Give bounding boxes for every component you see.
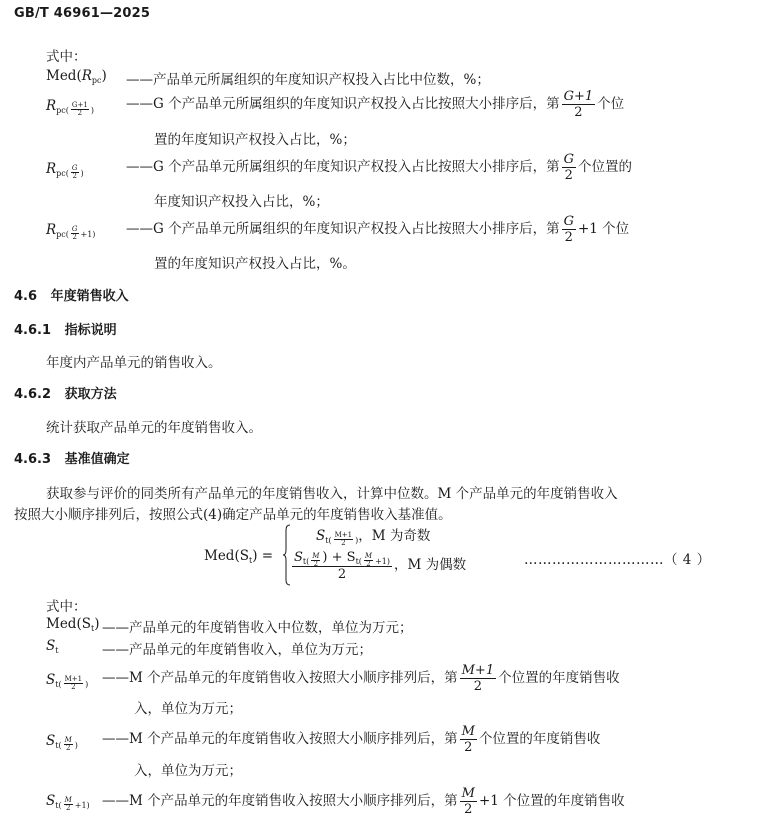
section-heading-4-6-3: 4.6.3 基准值确定 — [14, 452, 130, 467]
section-body-line: 按照大小顺序排列后，按照公式(4)确定产品单元的年度销售收入基准值。 — [14, 507, 452, 523]
symbol-st-m-half-plus-1: $S_{t(}$ $\frac{M}{2}$ $_{+1)}$ — [46, 793, 90, 812]
definition-text: ——M 个产品单元的年度销售收入按照大小顺序排列后，第 $\frac{M}{2}$ 个位置的年度销售收 — [102, 724, 601, 755]
formula-case-even: $S_{t(}$ $\frac{M}{2}$ ) + $S_{t(}$ $\frac{M}{2}$ $_{+1)}$ 2 ，M 为偶数 — [294, 550, 467, 582]
definition-text: ——产品单元的年度销售收入，单位为万元； — [102, 642, 372, 658]
definition-text: ——G 个产品单元所属组织的年度知识产权投入占比按照大小排序后，第 $\frac{G+1}{2}$ 个位 — [126, 89, 625, 120]
section-heading-4-6-2: 4.6.2 获取方法 — [14, 387, 117, 402]
definition-text: ——G 个产品单元所属组织的年度知识产权投入占比按照大小排序后，第 $\frac{G}{2}$ +1 个位 — [126, 214, 630, 245]
section-heading-4-6-1: 4.6.1 指标说明 — [14, 323, 117, 338]
definition-text: ——M 个产品单元的年度销售收入按照大小顺序排列后，第 $\frac{M}{2}$ +1 个位置的年度销售收 — [102, 786, 625, 817]
symbol-st-m-half: $S_{t(}$ $\frac{M}{2}$ $_)$ — [46, 733, 78, 752]
section-heading-4-6: 4.6 年度销售收入 — [14, 289, 129, 304]
definition-continuation: 置的年度知识产权投入占比，%。 — [154, 256, 356, 272]
formula-number: …………………………（ 4 ） — [524, 552, 711, 568]
where-label: 式中： — [46, 49, 87, 65]
section-body-line: 获取参与评价的同类所有产品单元的年度销售收入，计算中位数。M 个产品单元的年度销售收入 — [46, 486, 618, 502]
symbol-med-rpc: $Med(R_{pc})$ — [46, 68, 107, 85]
formula-lhs: $Med(S_t)$ = — [204, 548, 274, 565]
symbol-r-pc-g-plus-1-half: $R_{pc(}$ $\frac{G+1}{2}$ $_)$ — [46, 98, 94, 117]
definition-text: ——产品单元所属组织的年度知识产权投入占比中位数，%； — [126, 72, 490, 88]
definition-text: ——产品单元的年度销售收入中位数，单位为万元； — [102, 620, 413, 636]
symbol-r-pc-g-half-plus-1: $R_{pc(}$ $\frac{G}{2}$ $_{+1)}$ — [46, 222, 96, 241]
definition-text: ——G 个产品单元所属组织的年度知识产权投入占比按照大小排序后，第 $\frac{G}{2}$ 个位置的 — [126, 152, 632, 183]
definition-continuation: 入，单位为万元； — [134, 701, 242, 717]
definition-continuation: 年度知识产权投入占比，%； — [154, 194, 329, 210]
symbol-r-pc-g-half: $R_{pc(}$ $\frac{G}{2}$ $_)$ — [46, 161, 84, 180]
definition-continuation: 入，单位为万元； — [134, 763, 242, 779]
definition-text: ——M 个产品单元的年度销售收入按照大小顺序排列后，第 $\frac{M+1}{2}$ 个位置的年度销售收 — [102, 663, 620, 694]
symbol-st-m-plus-1-half: $S_{t(}$ $\frac{M+1}{2}$ $_)$ — [46, 672, 89, 691]
symbol-med-st: $Med(S_t)$ — [46, 616, 100, 633]
formula-case-odd: $S_{t(}$ $\frac{M+1}{2}$ $_)$，M 为奇数 — [316, 528, 431, 547]
section-body: 年度内产品单元的销售收入。 — [46, 355, 222, 371]
definition-continuation: 置的年度知识产权投入占比，%； — [154, 132, 356, 148]
standard-number-header: GB/T 46961—2025 — [14, 6, 151, 21]
symbol-st: $S_t$ — [46, 638, 59, 655]
where-label: 式中： — [46, 599, 87, 615]
section-body: 统计获取产品单元的年度销售收入。 — [46, 420, 262, 436]
